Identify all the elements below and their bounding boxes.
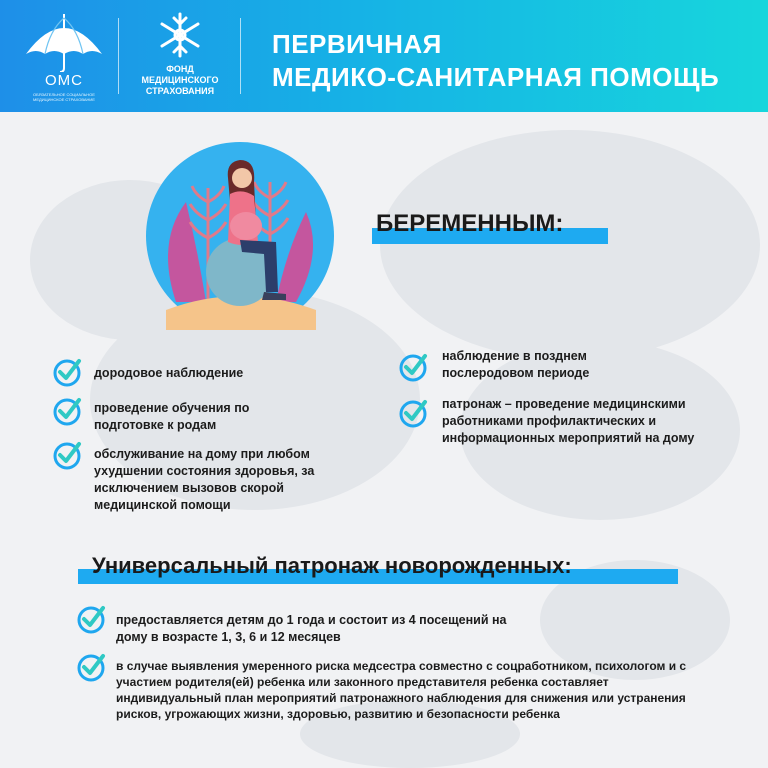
snowflake-icon: [130, 10, 230, 60]
ffoms-logo: [130, 10, 230, 106]
check-icon: [76, 604, 106, 634]
ffoms-name: ФОНД МЕДИЦИНСКОГО СТРАХОВАНИЯ: [141, 64, 219, 96]
check-icon: [52, 396, 82, 426]
title-line-1: ПЕРВИЧНАЯ: [272, 29, 442, 59]
list-item-text: обслуживание на дому при любом ухудшении состояния здоровья, за исключением вызовов скорой медицинской помощи: [94, 447, 315, 512]
list-item-text: в случае выявления умеренного риска медсестра совместно с соцработником, психологом и с участием родителя(ей) ребенка или законного представителя ребенка составляет индивидуальный план мероприятий патронажного наблюдения для снижения или устранения рисков, угрожающих жизни, здоровью, развитию и безопасности ребенка: [116, 659, 687, 721]
list-item-text: предоставляется детям до 1 года и состоит из 4 посещений на дому в возрасте 1, 3, 6 и 12 месяцев: [116, 613, 507, 644]
omc-small-text: ОБЯЗАТЕЛЬНОЕ СОЦИАЛЬНОЕ МЕДИЦИНСКОЕ СТРАХОВАНИЕ: [33, 92, 95, 102]
list-item-text: патронаж – проведение медицинскими работниками профилактических и информационных мероприятий на дому: [442, 397, 695, 445]
check-icon: [76, 652, 106, 682]
page-title: [272, 28, 719, 94]
title-line-2: МЕДИКО-САНИТАРНАЯ ПОМОЩЬ: [272, 62, 720, 92]
header-divider: [118, 18, 119, 94]
list-item-text: дородовое наблюдение: [94, 366, 244, 380]
omc-logo: [20, 10, 108, 106]
check-icon: [398, 398, 428, 428]
umbrella-icon: [20, 10, 108, 72]
header-banner: [0, 0, 768, 112]
newborn-heading: Универсальный патронаж новорожденных:: [92, 553, 572, 579]
check-icon: [52, 440, 82, 470]
list-item-text: проведение обучения по подготовке к родам: [94, 401, 250, 432]
pregnant-woman-illustration: [146, 142, 334, 330]
pregnant-heading: БЕРЕМЕННЫМ:: [376, 210, 563, 238]
check-icon: [398, 352, 428, 382]
check-icon: [52, 357, 82, 387]
list-item-text: наблюдение в позднем послеродовом периоде: [442, 349, 590, 380]
omc-caption: ОМС: [45, 72, 83, 89]
header-divider: [240, 18, 241, 94]
